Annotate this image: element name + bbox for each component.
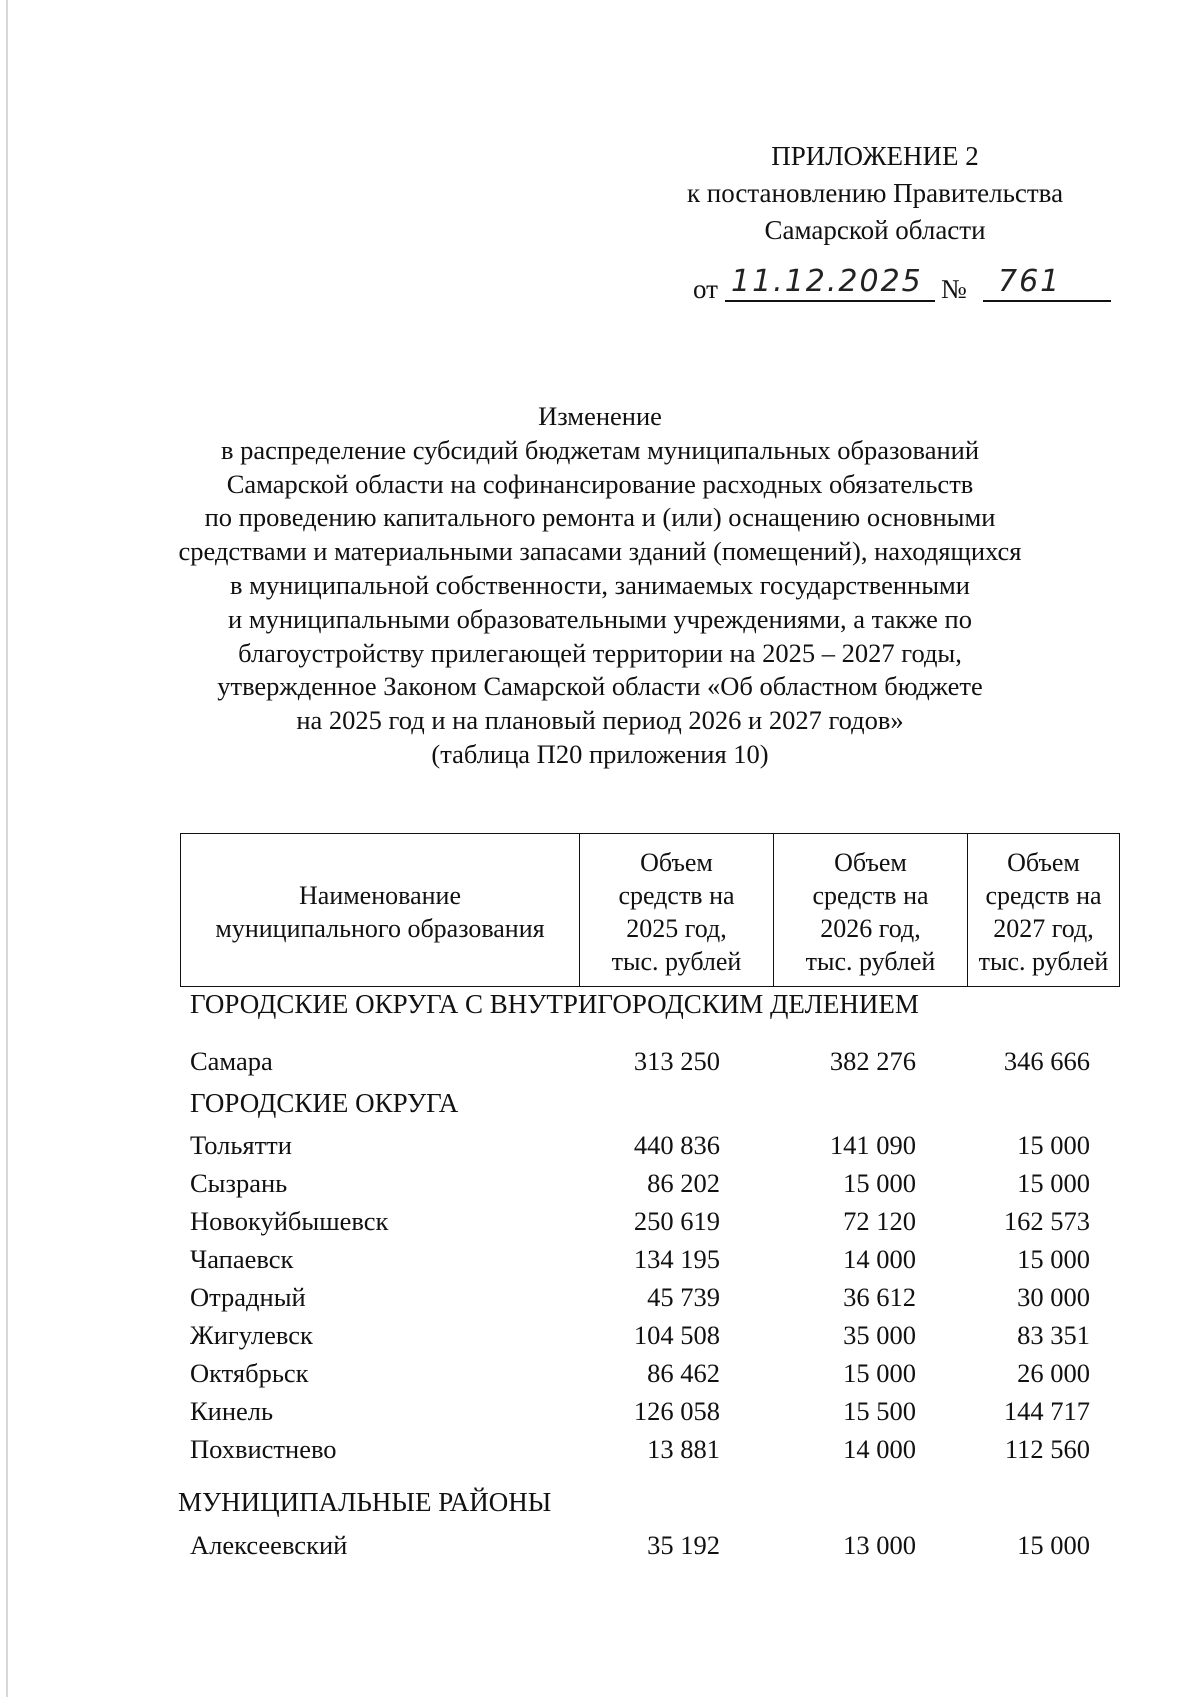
section-heading: МУНИЦИПАЛЬНЫЕ РАЙОНЫ <box>178 1487 552 1517</box>
row-value-2026: 15 500 <box>843 1396 916 1426</box>
header-text: тыс. рублей <box>805 947 936 976</box>
row-value-2027: 162 573 <box>1003 1206 1090 1236</box>
header-text: 2025 год, <box>626 914 727 943</box>
date-prefix: от <box>693 274 718 304</box>
title-line: в распределение субсидий бюджетам муниципальных образований <box>220 434 980 465</box>
header-text: 2026 год, <box>820 914 921 943</box>
appendix-block <box>640 138 1110 249</box>
row-value-2025: 35 192 <box>647 1530 720 1560</box>
header-text: средств на <box>985 881 1102 910</box>
table-row <box>0 1130 1200 1166</box>
row-value-2027: 83 351 <box>1017 1320 1090 1350</box>
title-line: по проведению капитального ремонта и (или) оснащению основными <box>204 502 996 533</box>
header-text: Объем <box>834 848 907 877</box>
row-name: Тольятти <box>190 1130 292 1160</box>
row-value-2027: 30 000 <box>1017 1282 1090 1312</box>
row-value-2026: 13 000 <box>843 1530 916 1560</box>
row-value-2026: 15 000 <box>843 1358 916 1388</box>
row-value-2025: 104 508 <box>633 1320 720 1350</box>
row-value-2027: 144 717 <box>1003 1396 1090 1426</box>
row-value-2026: 35 000 <box>843 1320 916 1350</box>
row-value-2027: 15 000 <box>1017 1530 1090 1560</box>
table-row <box>0 1530 1200 1566</box>
section-heading: ГОРОДСКИЕ ОКРУГА С ВНУТРИГОРОДСКИМ ДЕЛЕНИЕМ <box>190 989 919 1019</box>
header-text: Объем <box>640 848 713 877</box>
row-name: Октябрьск <box>190 1358 309 1388</box>
table-row <box>0 1244 1200 1280</box>
table-header <box>180 833 1120 987</box>
header-2027-cell <box>968 834 1120 987</box>
row-value-2027: 112 560 <box>1004 1434 1090 1464</box>
row-value-2025: 440 836 <box>633 1130 720 1160</box>
row-name: Кинель <box>190 1396 274 1426</box>
row-name: Чапаевск <box>190 1244 294 1274</box>
row-value-2025: 126 058 <box>633 1396 720 1426</box>
row-name: Алексеевский <box>190 1530 348 1560</box>
row-value-2026: 36 612 <box>843 1282 916 1312</box>
row-value-2025: 86 202 <box>647 1168 720 1198</box>
title-line: утвержденное Законом Самарской области «Об областном бюджете <box>217 671 983 702</box>
header-text: тыс. рублей <box>611 947 742 976</box>
row-value-2027: 26 000 <box>1017 1358 1090 1388</box>
table-row <box>0 1396 1200 1432</box>
title-line: Самарской области на софинансирование расходных обязательств <box>226 468 974 499</box>
row-value-2025: 313 250 <box>633 1046 720 1076</box>
row-value-2025: 134 195 <box>633 1244 720 1274</box>
row-name: Самара <box>190 1046 273 1076</box>
row-value-2027: 15 000 <box>1017 1244 1090 1274</box>
header-text: муниципального образования <box>215 914 545 943</box>
handwritten-date: 11.12.2025 <box>731 264 923 299</box>
header-2025-cell <box>580 834 774 987</box>
appendix-number: ПРИЛОЖЕНИЕ 2 <box>771 141 979 171</box>
table-row <box>0 1168 1200 1204</box>
table-row <box>0 1282 1200 1318</box>
title-line: на 2025 год и на плановый период 2026 и 2027 годов» <box>296 705 904 736</box>
title-line: и муниципальными образовательными учреждениями, а также по <box>228 603 972 634</box>
appendix-authority: Самарской области <box>764 215 986 245</box>
table-row <box>0 1206 1200 1242</box>
row-value-2025: 86 462 <box>647 1358 720 1388</box>
row-value-2027: 15 000 <box>1017 1168 1090 1198</box>
document-title <box>150 400 1050 772</box>
row-value-2027: 346 666 <box>1003 1046 1090 1076</box>
row-value-2027: 15 000 <box>1017 1130 1090 1160</box>
row-value-2026: 14 000 <box>843 1434 916 1464</box>
header-text: тыс. рублей <box>978 947 1109 976</box>
row-name: Жигулевск <box>190 1320 313 1350</box>
title-line: (таблица П20 приложения 10) <box>431 738 769 769</box>
section-heading: ГОРОДСКИЕ ОКРУГА <box>190 1088 459 1118</box>
header-text: средств на <box>812 881 929 910</box>
title-line: благоустройству прилегающей территории на 2025 – 2027 годы, <box>238 637 962 668</box>
row-value-2026: 15 000 <box>843 1168 916 1198</box>
row-name: Новокуйбышевск <box>190 1206 389 1236</box>
row-value-2025: 45 739 <box>647 1282 720 1312</box>
row-value-2025: 13 881 <box>647 1434 720 1464</box>
row-value-2026: 72 120 <box>843 1206 916 1236</box>
header-name-cell <box>181 834 580 987</box>
row-name: Сызрань <box>190 1168 288 1198</box>
header-text: Объем <box>1007 848 1080 877</box>
row-value-2026: 14 000 <box>843 1244 916 1274</box>
title-line: средствами и материальными запасами зданий (помещений), находящихся <box>178 536 1022 567</box>
row-value-2025: 250 619 <box>633 1206 720 1236</box>
handwritten-number: 761 <box>998 264 1062 299</box>
header-text: средств на <box>618 881 735 910</box>
row-name: Похвистнево <box>190 1434 337 1464</box>
table-row <box>0 1046 1200 1082</box>
table-row <box>0 1320 1200 1356</box>
date-number-line <box>693 264 1113 306</box>
appendix-reference: к постановлению Правительства <box>686 178 1064 208</box>
number-sign: № <box>941 274 967 304</box>
table-row <box>0 1358 1200 1394</box>
row-name: Отрадный <box>190 1282 306 1312</box>
header-text: Наименование <box>299 881 461 910</box>
date-underline <box>725 300 935 302</box>
header-2026-cell <box>774 834 968 987</box>
title-line: Изменение <box>538 401 662 431</box>
row-value-2026: 382 276 <box>829 1046 916 1076</box>
title-line: в муниципальной собственности, занимаемых государственными <box>230 569 970 600</box>
number-underline <box>983 300 1111 302</box>
row-value-2026: 141 090 <box>829 1130 916 1160</box>
header-text: 2027 год, <box>993 914 1094 943</box>
table-row <box>0 1434 1200 1470</box>
